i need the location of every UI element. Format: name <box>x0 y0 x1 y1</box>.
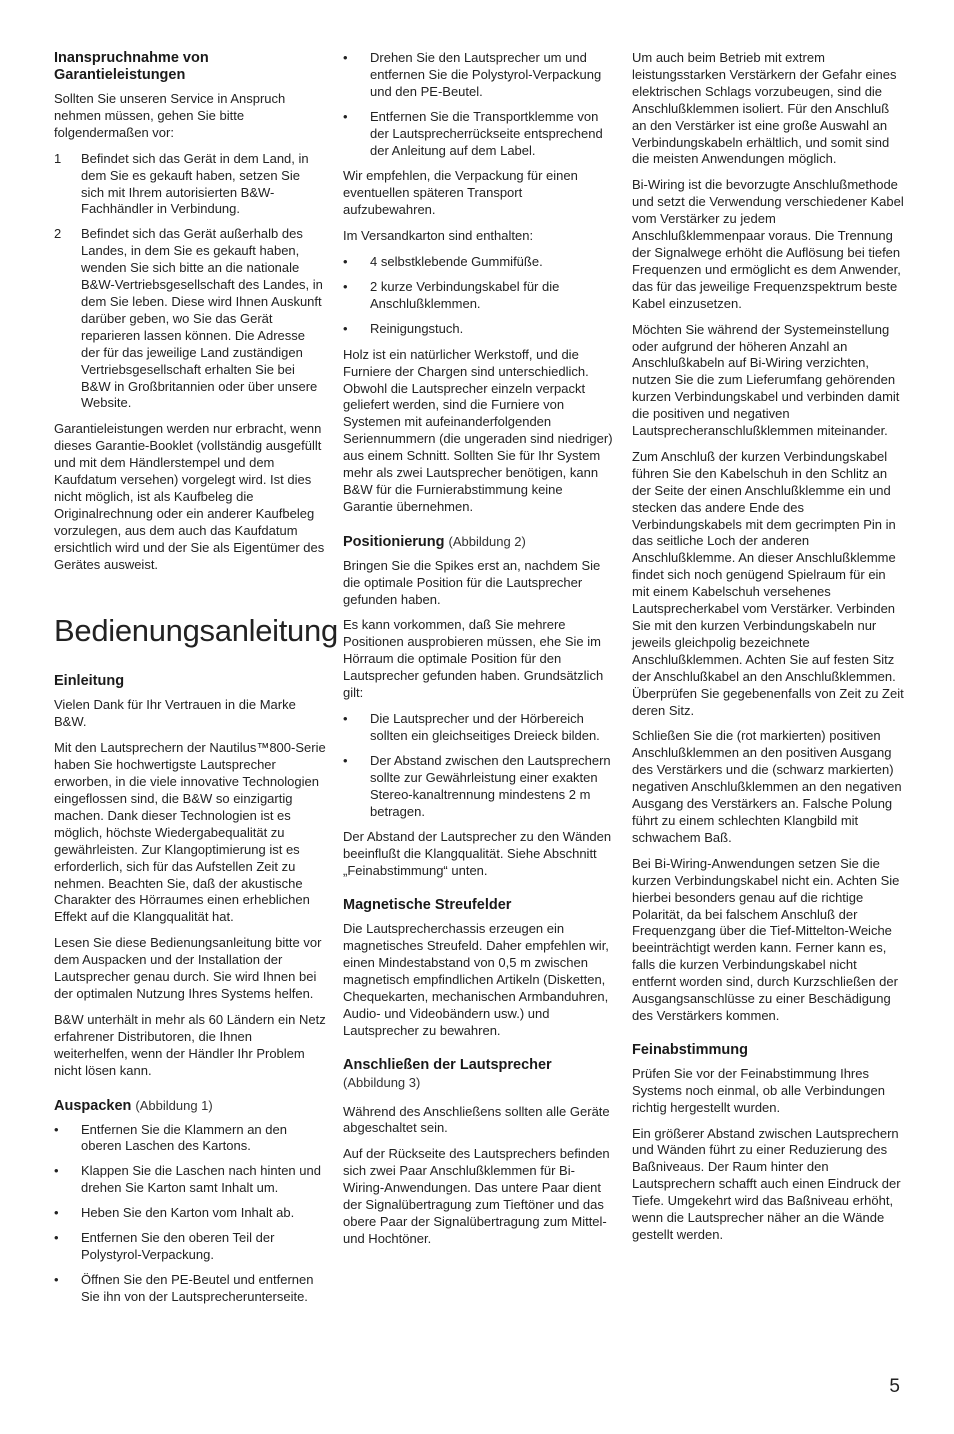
step-number: 2 <box>54 226 62 242</box>
list-item-text: Heben Sie den Karton vom Inhalt ab. <box>81 1205 295 1221</box>
positioning-heading <box>343 533 615 551</box>
list-item-text: 2 kurze Verbindungskabel für die Anschlußklemmen. <box>370 278 560 311</box>
magnetic-paragraph: Die Lautsprecherchassis erzeugen ein magnetisches Streufeld. Daher empfehlen wir, einen Mindestabstand von 0,5 m zwischen magnetisch empfindlichen Artikeln (Disketten, Chequekarten, mechanischen Armbanduhren, Audio- und Videobändern usw.) und Lautsprecher zu bewahren. <box>343 921 609 1038</box>
guarantee-step <box>54 151 326 219</box>
list-item-text: Die Lautsprecher und der Hörbereich sollten ein gleichseitiges Dreieck bilden. <box>370 711 600 743</box>
column-right <box>632 50 904 1253</box>
list-item-text: Der Abstand zwischen den Lautsprechern sollte zur Gewährleistung einer exakten Stereo-kanaltrennung mindestens 2 m betragen. <box>370 752 611 819</box>
unpacking-heading <box>54 1097 326 1115</box>
list-item-text: Entfernen Sie die Transportklemme von der Lautsprecherrückseite entsprechend der Anleitung auf dem Label. <box>370 108 603 158</box>
step-text: Befindet sich das Gerät in dem Land, in dem Sie es gekauft haben, setzen Sie sich mit Ihrem autorisierten B&W-Fachhändler in Verbindung. <box>81 150 309 217</box>
positioning-title: Positionierung <box>343 533 445 550</box>
list-item-text: 4 selbstklebende Gummifüße. <box>370 254 543 270</box>
list-item-text: Drehen Sie den Lautsprecher um und entfernen Sie die Polystyrol-Verpackung und den PE-Beutel. <box>370 50 602 99</box>
contents-intro: Im Versandkarton sind enthalten: <box>343 228 534 244</box>
connecting-paragraph: Zum Anschluß der kurzen Verbindungskabel führen Sie den Kabelschuh in den Schlitz an der Seite der einen Anschlußklemme ein und stecken das andere Ende des Verbindungskabels mit dem gecrimpten Pin in das seitliche Loch der anderen Anschlußklemme. An dieser Anschlußklemme findet sich noch genügend Spielraum für ein mit einem Kabelschuh versehenes Lautsprecherkabel vom Verstärker. Verbinden Sie mit den kurzen Verbindungskabeln nur jeweils gleichpolig bezeichnete Anschlußklemmen. Achten Sie auf festen Sitz der Anschlußkabel an den Anschlußklemmen. Überprüfen Sie gegebenenfalls von Zeit zu Zeit deren Sitz. <box>632 448 904 718</box>
list-item <box>54 1230 326 1264</box>
list-item <box>54 1122 326 1156</box>
bullet: • <box>343 278 348 294</box>
intro-paragraph: B&W unterhält in mehr als 60 Ländern ein Netz erfahrener Distributoren, die Ihnen weiterhelfen, wenn der Händler Ihr Problem nicht lösen kann. <box>54 1011 326 1078</box>
list-item-text: Entfernen Sie den oberen Teil der Polystyrol-Verpackung. <box>81 1230 275 1262</box>
list-item <box>343 321 615 338</box>
bullet: • <box>343 752 348 768</box>
bullet: • <box>54 1271 59 1287</box>
intro-paragraph: Lesen Sie diese Bedienungsanleitung bitte vor dem Auspacken und der Installation der Lautsprecher genau durch. Sie wird Ihnen bei der optimalen Nutzung Ihres Systems helfen. <box>54 935 322 1001</box>
bullet: • <box>343 254 348 270</box>
connecting-paragraph: Bei Bi-Wiring-Anwendungen setzen Sie die kurzen Verbindungskabel nicht ein. Achten Sie hierbei besonders genau auf die richtige Polarität, da bei falschem Anschluß der Frequenzgang über die Tief-Mittelton-Weiche beeinträchtigt werden kann. Ferner kann es, falls die kurzen Verbindungskabel nicht entfernt worden sind, durch Kurzschließen der Ausgangsanschlüsse zu einer Beschädigung des Verstärkers kommen. <box>632 855 900 1023</box>
guarantee-intro: Sollten Sie unseren Service in Anspruch nehmen müssen, gehen Sie bitte folgendermaßen vor: <box>54 91 286 140</box>
step-text: Befindet sich das Gerät außerhalb des Landes, in dem Sie es gekauft haben, wenden Sie sich bitte an die nationale B&W-Vertriebsgesellschaft des Landes, in dem Sie leben. Diese wird Ihnen Auskunft darüber geben, wo Sie das Gerät reparieren lassen können. Die Adresse der für das jeweilige Land zuständigen Vertriebsgesellschaft erhalten Sie bei B&W in Großbritannien oder über unsere Website. <box>81 226 323 411</box>
connecting-paragraph: Bi-Wiring ist die bevorzugte Anschlußmethode und setzt die Verwendung verschiedener Kabel vom Verstärker zu jedem Anschlußklemmenpaar voraus. Die Trennung der Signalwege erhöht die Auflösung bei tiefen Frequenzen und ermöglicht es dem Anwender, das für das jeweilige Frequenzspektrum beste Kabel einzusetzen. <box>632 177 904 311</box>
guarantee-step <box>54 226 326 412</box>
intro-paragraph: Vielen Dank für Ihr Vertrauen in die Marke B&W. <box>54 697 296 730</box>
connecting-heading <box>343 1057 615 1092</box>
connecting-paragraph: Um auch beim Betrieb mit extrem leistungsstarken Verstärkern der Gefahr eines elektrischen Schlags vorzubeugen, sind die Anschlußklemmen isoliert. Für den Anschluß an den Verstärker ist eine große Auswahl an Verbindungskabeln erhältlich, und somit sind die meisten Anwendungen möglich. <box>632 50 897 167</box>
list-item <box>343 711 615 745</box>
positioning-paragraph: Bringen Sie die Spikes erst an, nachdem Sie die optimale Position für die Lautsprecher gefunden haben. <box>343 557 601 607</box>
contents-list <box>343 254 615 338</box>
page-number: 5 <box>889 1376 900 1397</box>
positioning-figure-ref: (Abbildung 2) <box>448 533 526 549</box>
finetuning-heading: Feinabstimmung <box>632 1041 749 1058</box>
packaging-note: Wir empfehlen, die Verpackung für einen eventuellen späteren Transport aufzubewahren. <box>343 168 578 218</box>
list-item-text: Öffnen Sie den PE-Beutel und entfernen Sie ihn von der Lautsprecherunterseite. <box>81 1271 314 1304</box>
magnetic-heading: Magnetische Streufelder <box>343 897 512 914</box>
list-item-text: Reinigungstuch. <box>370 320 464 336</box>
positioning-list <box>343 711 615 820</box>
connecting-paragraph: Schließen Sie die (rot markierten) positiven Anschlußklemmen an den positiven Ausgang des Verstärkers und die (schwarz markierten) negativen Anschlußklemmen an den negativen Ausgang des Verstärkers an. Falsche Polung führt zu einem schlechten Klangbild mit schwachem Baß. <box>632 728 902 845</box>
bullet: • <box>343 320 348 336</box>
list-item-text: Entfernen Sie die Klammern an den oberen Laschen des Kartons. <box>81 1121 287 1154</box>
wood-note: Holz ist ein natürlicher Werkstoff, und die Furniere der Chargen sind unterschiedlich. Obwohl die Lautsprecher einzeln verpackt geliefert werden, sind die Furniere von Systemen mit aufeinanderfolgenden Seriennummern (die ungeraden sind niedriger) aus einem Schnitt. Sollten Sie für Ihr System mehr als zwei Lautsprecher benötigen, kann B&W für die Furnierabstimmung keine Garantie übernehmen. <box>343 346 613 514</box>
list-item <box>54 1205 326 1222</box>
intro-paragraph: Mit den Lautsprechern der Nautilus™800-Serie haben Sie hochwertigste Lautsprecher erworben, in die viele innovative Technologien eingeflossen sind, die B&W so einzigartig machen. Dank dieser Technologien ist es möglich, höchste Wiedergabequalität zu gewährleisten. Zur Klangoptimierung ist es erforderlich, sich für das Aufstellen Zeit zu nehmen. Beachten Sie, daß der akustische Charakter des Hörraumes einen erheblichen Effekt auf die Klangqualität hat. <box>54 740 326 925</box>
page-title: Bedienungsanleitung <box>54 613 338 649</box>
unpacking-title: Auspacken <box>54 1097 132 1114</box>
connecting-figure-ref: (Abbildung 3) <box>343 1074 421 1090</box>
list-item <box>343 279 615 313</box>
connecting-title: Anschließen der Lautsprecher <box>343 1056 552 1073</box>
bullet: • <box>54 1230 59 1246</box>
list-item <box>54 1272 326 1306</box>
list-item <box>343 109 615 160</box>
bullet: • <box>54 1163 59 1179</box>
positioning-paragraph: Es kann vorkommen, daß Sie mehrere Positionen ausprobieren müssen, ehe Sie im Hörraum die optimale Position für den Lautsprecher gefunden haben. Grundsätzlich gilt: <box>343 617 604 701</box>
finetuning-paragraph: Ein größerer Abstand zwischen Lautsprechern und Wänden führt zu einer Reduzierung des Baßniveaus. Der Raum hinter den Lautsprechern schafft auch einen Eindruck der Tiefe. Umgekehrt wird das Baßniveau erhöht, wenn die Lautsprecher näher an die Wände gestellt werden. <box>632 1125 901 1242</box>
bullet: • <box>343 711 348 726</box>
unpacking-list <box>54 1122 326 1306</box>
guarantee-closing: Garantieleistungen werden nur erbracht, wenn dieses Garantie-Booklet (vollständig ausgefüllt und mit dem Händlerstempel und dem Kaufdatum versehen) vorgelegt wird. Ist dies nicht möglich, ist als Kaufbeleg die Originalrechnung oder ein anderer Kaufbeleg vorzulegen, aus dem auch das Kaufdatum ersichtlich wird und der Sie als Eigentümer des Gerätes ausweist. <box>54 421 325 572</box>
list-item <box>343 254 615 271</box>
column-left <box>54 50 338 1315</box>
guarantee-steps <box>54 151 326 413</box>
bullet: • <box>343 108 348 124</box>
finetuning-paragraph: Prüfen Sie vor der Feinabstimmung Ihres Systems noch einmal, ob alle Verbindungen richtig hergestellt wurden. <box>632 1065 885 1115</box>
connecting-paragraph: Auf der Rückseite des Lautsprechers befinden sich zwei Paar Anschlußklemmen für Bi-Wiring-Anwendungen. Das untere Paar dient der Signalübertragung zum Tieftöner und das obere Paar der Signalübertragung zum Mittel- und Hochtöner. <box>343 1146 610 1246</box>
unpacking-figure-ref: (Abbildung 1) <box>135 1097 213 1113</box>
bullet: • <box>54 1121 59 1137</box>
list-item <box>54 1163 326 1197</box>
guarantee-heading: Inanspruchnahme von Garantieleistungen <box>54 50 209 83</box>
connecting-paragraph: Während des Anschließens sollten alle Geräte abgeschaltet sein. <box>343 1103 610 1136</box>
positioning-paragraph: Der Abstand der Lautsprecher zu den Wänden beeinflußt die Klangqualität. Siehe Abschnitt „Feinabstimmung“ unten. <box>343 829 612 879</box>
list-item <box>343 753 615 821</box>
unpacking-list-continued <box>343 50 615 159</box>
connecting-paragraph: Möchten Sie während der Systemeinstellung oder aufgrund der höheren Anzahl an Anschlußkabeln auf Bi-Wiring verzichten, nutzen Sie die zum Lieferumfang gehörenden kurzen Verbindungskabel und verbinden damit die positiven und negativen Lautsprecheranschlußklemmen miteinander. <box>632 321 900 439</box>
list-item <box>343 50 615 101</box>
list-item-text: Klappen Sie die Laschen nach hinten und drehen Sie Karton samt Inhalt um. <box>81 1163 321 1196</box>
intro-heading: Einleitung <box>54 673 125 690</box>
column-middle <box>343 50 615 1257</box>
bullet: • <box>54 1205 59 1221</box>
step-number: 1 <box>54 150 62 166</box>
bullet: • <box>343 50 348 65</box>
